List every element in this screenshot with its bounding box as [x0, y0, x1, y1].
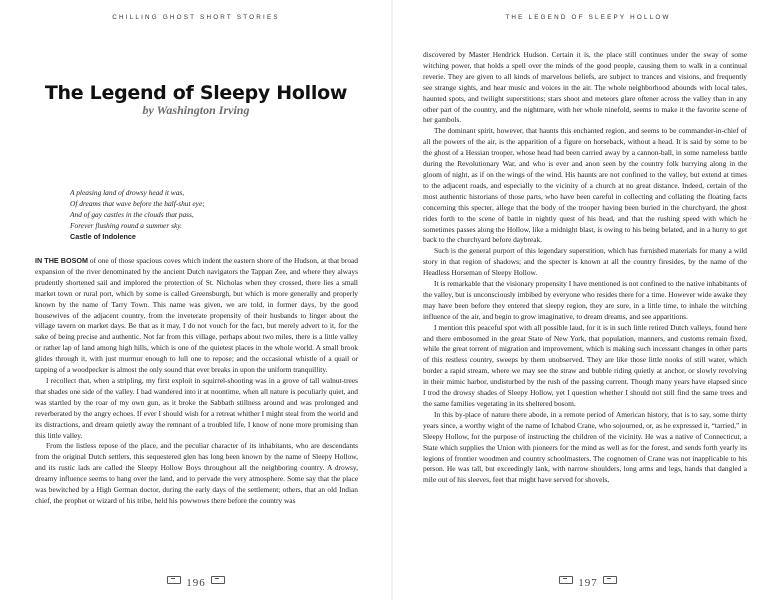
body-text-right — [423, 50, 747, 486]
paragraph: In this by-place of nature there abode, in a remote period of American history, that is to say, some thirty years since, a worthy wight of the name of Ichabod Crane, who sojourned, or, as he expressed it, “tarried,” in Sleepy Hollow, for the purpose of instructing the children of the vicinity. He was a native of Connecticut, a State which supplies the Union with pioneers for the mind as well as for the forest, and sends forth yearly its legions of frontier woodmen and country schoolmasters. The cognomen of Crane was not inapplicable to his person. He was tall, but exceedingly lank, with narrow shoulders, long arms and legs, hands that dangled a mile out of his sleeves, feet that might have served for shovels, — [423, 409, 747, 485]
paragraph: I recollect that, when a stripling, my first exploit in squirrel-shooting was in a grove of tall walnut-trees that shades one side of the valley. I had wandered into it at noontime, when all nature is peculiarly quiet, and was startled by the roar of my own gun, as it broke the Sabbath stillness around and was prolonged and reverberated by the angry echoes. If ever I should wish for a retreat whither I might steal from the world and its distractions, and dream quietly away the remnant of a troubled life, I know of none more promising than this little valley. — [35, 375, 358, 440]
folio-number: 197 — [578, 577, 598, 589]
paragraph: Such is the general purport of this legendary superstition, which has furnished materials for many a wild story in that region of shadows; and the specter is known at all the country firesides, by the name of the Headless Horseman of Sleepy Hollow. — [423, 246, 747, 278]
epigraph-line: Forever flushing round a summer sky. — [70, 220, 182, 230]
page-number-left — [0, 576, 392, 589]
ornament-icon — [211, 576, 225, 584]
epigraph-source: Castle of Indolence — [70, 231, 136, 241]
paragraph-text: of one of those spacious coves which indent the eastern shore of the Hudson, at that broad expansion of the river denominated by the ancient Dutch navigators the Tappan Zee, and where they always prudently shortened sail and implored the protection of St. Nicholas when they crossed, there lies a small market town or rural port, which by some is called Greensburgh, but which is more generally and properly known by the name of Tarry Town. This name was given, we are told, in former days, by the good housewives of the adjacent country, from the inveterate propensity of their husbands to linger about the village tavern on market days. Be that as it may, I do not vouch for the fact, but merely advert to it, for the sake of being precise and authentic. Not far from this village, perhaps about two miles, there is a little valley or rather lap of land among high hills, which is one of the quietest places in the whole world. A small brook glides through it, with just murmur enough to lull one to repose; and the occasional whistle of a quail or tapping of a woodpecker is almost the only sound that ever breaks in upon the uniform tranquillity. — [35, 256, 358, 375]
epigraph-line: And of gay castles in the clouds that pass, — [70, 209, 194, 219]
story-title: The Legend of Sleepy Hollow — [44, 82, 348, 104]
epigraph — [70, 188, 330, 243]
body-text-left — [35, 256, 358, 507]
paragraph: It is remarkable that the visionary propensity I have mentioned is not confined to the native inhabitants of the valley, but is unconsciously imbibed by everyone who resides there for a time. However wide awake they may have been before they entered that sleepy region, they are sure, in a little time, to inhale the witching influence of the air, and begin to grow imaginative, to dream dreams, and see apparitions. — [423, 279, 747, 321]
lead-in: IN THE BOSOM — [35, 256, 88, 265]
running-head-right: THE LEGEND OF SLEEPY HOLLOW — [505, 14, 671, 21]
page-number-right — [392, 576, 784, 589]
running-head-left: CHILLING GHOST SHORT STORIES — [112, 14, 280, 21]
right-page — [392, 0, 784, 600]
folio-number: 196 — [186, 577, 206, 589]
epigraph-line: Of dreams that wave before the half-shut eye; — [70, 198, 205, 208]
paragraph: discovered by Master Hendrick Hudson. Certain it is, the place still continues under the sway of some witching power, that holds a spell over the minds of the good people, causing them to walk in a continual reverie. They are given to all kinds of marvelous beliefs, are subject to trances and visions, and frequently see strange sights, and hear music and voices in the air. The whole neighborhood abounds with local tales, haunted spots, and twilight superstitions; stars shoot and meteors glare oftener across the valley than in any other part of the country, and the nightmare, with her whole ninefold, seems to make it the favorite scene of her gambols. — [423, 50, 747, 125]
paragraph: I mention this peaceful spot with all possible laud, for it is in such little retired Dutch valleys, found here and there embosomed in the great State of New York, that population, manners, and customs remain fixed, while the great torrent of migration and improvement, which is making such incessant changes in other parts of this restless country, sweeps by them unobserved. They are like those little nooks of still water, which border a rapid stream, where we may see the straw and bubble riding quietly at anchor, or slowly revolving in their mimic harbor, undisturbed by the rush of the passing current. Though many years have elapsed since I trod the drowsy shades of Sleepy Hollow, yet I question whether I should not still find the same trees and the same families vegetating in its sheltered bosom. — [423, 322, 747, 408]
paragraph: From the listless repose of the place, and the peculiar character of its inhabitants, who are descendants from the original Dutch settlers, this sequestered glen has long been known by the name of Sleepy Hollow, and its rustic lads are called the Sleepy Hollow Boys throughout all the neighboring country. A drowsy, dreamy influence seems to hang over the land, and to pervade the very atmosphere. Some say that the place was bewitched by a High German doctor, during the early days of the settlement; others, that an old Indian chief, the prophet or wizard of his tribe, held his powwows there before the country was — [35, 441, 358, 505]
ornament-icon — [603, 576, 617, 584]
ornament-icon — [167, 576, 181, 584]
story-byline: by Washington Irving — [142, 103, 250, 117]
epigraph-line: A pleasing land of drowsy head it was, — [70, 188, 185, 197]
paragraph: The dominant spirit, however, that haunts this enchanted region, and seems to be commander-in-chief of all the powers of the air, is the apparition of a figure on horseback, without a head. It is said by some to be the ghost of a Hessian trooper, whose head had been carried away by a cannon-ball, in some nameless battle during the Revolutionary War, and who is ever and anon seen by the country folk hurrying along in the gloom of night, as if on the wings of the wind. His haunts are not confined to the valley, but extend at times to the adjacent roads, and especially to the vicinity of a church at no great distance. Indeed, certain of the most authentic historians of those parts, who have been careful in collecting and collating the floating facts concerning this specter, allege that the body of the trooper having been buried in the churchyard, the ghost rides forth to the scene of battle in nightly quest of his head, and that the rushing speed with which he sometimes passes along the Hollow, like a midnight blast, is owing to his being belated, and in a hurry to get back to the churchyard before daybreak. — [423, 126, 747, 245]
paragraph — [35, 256, 358, 376]
ornament-icon — [559, 576, 573, 584]
